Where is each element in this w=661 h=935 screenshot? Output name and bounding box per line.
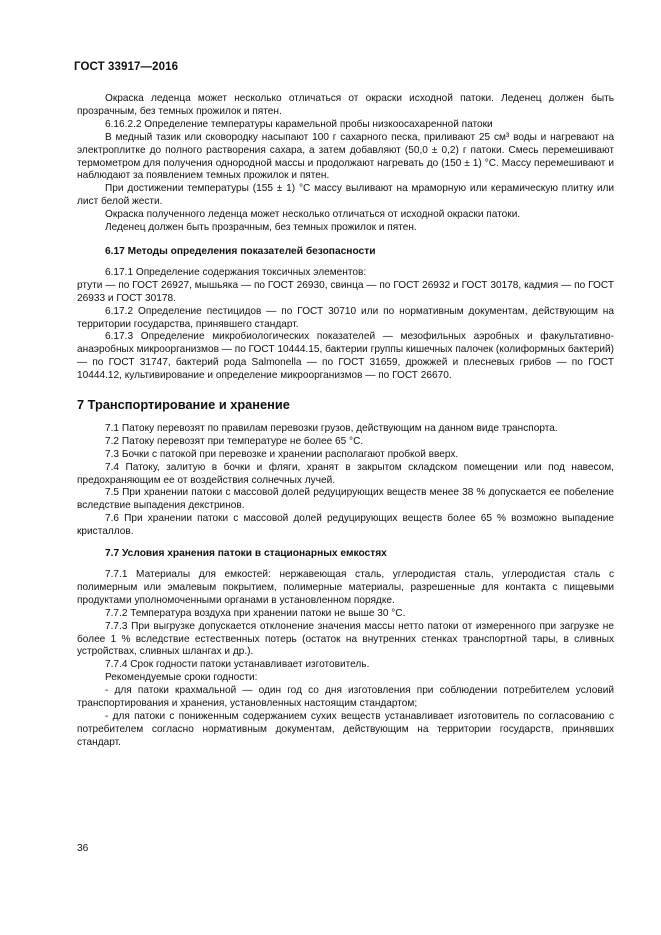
list-item: - для патоки с пониженным содержанием сухих веществ устанавливает изготовитель по согласованию с потребителем согласно нормативным документам, действующим на территории государств, принявших стандарт. [77,710,614,748]
paragraph: Леденец должен быть прозрачным, без темных прожилок и пятен. [105,222,417,234]
paragraph: 7.1 Патоку перевозят по правилам перевозки грузов, действующим на данном виде транспорта. [105,422,558,434]
paragraph: 7.7.1 Материалы для емкостей: нержавеющая сталь, углеродистая сталь, углеродистая сталь с полимерным или эмалевым покрытием, полимерные материалы, разрешенные для контакта с пищевыми продуктами уполномоченными органами в установленном порядке. [77,569,614,606]
paragraph: Рекомендуемые сроки годности: [105,672,258,684]
paragraph: 7.7.4 Срок годности патоки устанавливает изготовитель. [105,659,370,671]
paragraph: ртути — по ГОСТ 26927, мышьяка — по ГОСТ 26930, свинца — по ГОСТ 26932 и ГОСТ 30178, кадмия — по ГОСТ 26933 и ГОСТ 30178. [77,279,614,304]
subsection-heading: 6.16.2.2 Определение температуры карамельной пробы низкоосахаренной патоки [105,118,493,130]
section-heading-7-7: 7.7 Условия хранения патоки в стационарных емкостях [105,548,387,560]
paragraph: Окраска леденца может несколько отличаться от окраски исходной патоки. Леденец должен быть прозрачным, без темных прожилок и пятен. [77,93,614,117]
page-body [77,93,614,750]
paragraph: 6.17.2 Определение пестицидов — по ГОСТ 30710 или по нормативным документам, действующим на территории государства, принявшего стандарт. [77,305,614,330]
paragraph: 7.7.3 При выгрузке допускается отклонение значения массы нетто патоки от измеренного при загрузке не более 1 % вследствие естественных потерь (остаток на внутренних стенках транспортной тары, в сливных устройствах, сливных шлангах и др.). [77,620,614,658]
paragraph: В медный тазик или сковородку насыпают 100 г сахарного песка, приливают 25 см³ воды и нагревают на электроплитке до полного растворения сахара, а затем добавляют (50,0 ± 0,2) г патоки. Смесь перемешивают термометром для получения однородной массы и продолжают нагревать до (150 ± 1) °С. Массу перемешивают и наблюдают за появлением темных прожилок и пятен. [77,131,614,182]
paragraph: 7.4 Патоку, залитую в бочки и фляги, хранят в закрытом складском помещении или под навесом, предохраняющим ее от воздействия солнечных лучей. [77,461,614,486]
document-header: ГОСТ 33917—2016 [74,61,179,73]
paragraph: 7.3 Бочки с патокой при перевозке и хранении располагают пробкой вверх. [105,448,459,460]
paragraph: Окраска полученного леденца может несколько отличаться от исходной окраски патоки. [105,209,521,221]
paragraph: 7.7.2 Температура воздуха при хранении патоки не выше 30 °С. [105,607,406,619]
page-number: 36 [77,843,89,854]
section-heading-6-17: 6.17 Методы определения показателей безопасности [105,245,376,257]
paragraph: 7.2 Патоку перевозят при температуре не более 65 °С. [105,435,364,447]
paragraph: При достижении температуры (155 ± 1) °С массу выливают на мраморную или керамическую плитку или лист белой жести. [77,183,614,208]
paragraph: 6.17.3 Определение микробиологических показателей — мезофильных аэробных и факультативно-анаэробных микроорганизмов — по ГОСТ 10444.15, бактерии группы кишечных палочек (колиформных бактерий) — по ГОСТ 31747, бактерий рода Salmonella — по ГОСТ 31659, дрожжей и плесневых грибов — по ГОСТ 10444.12, культивирование и определение микроорганизмов — по ГОСТ 26670. [77,331,614,382]
paragraph: 7.6 При хранении патоки с массовой долей редуцирующих веществ более 65 % возможно выпадение кристаллов. [77,513,614,538]
paragraph: 6.17.1 Определение содержания токсичных элементов: [105,266,367,278]
paragraph: 7.5 При хранении патоки с массовой долей редуцирующих веществ менее 38 % допускается ее побеление вследствие выпадения декстринов. [77,487,614,512]
list-item: - для патоки крахмальной — один год со дня изготовления при соблюдении потребителем условий транспортирования и хранения, установленных настоящим стандартом; [77,685,614,710]
section-heading-7: 7 Транспортирование и хранение [77,397,290,413]
